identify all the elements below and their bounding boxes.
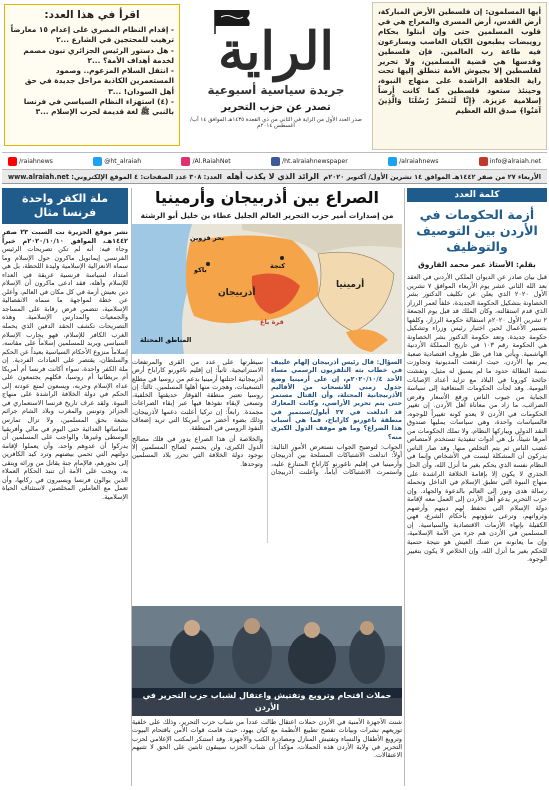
social-label: /ht.alraiahnewspaper xyxy=(282,157,348,165)
contents-list xyxy=(10,25,174,118)
contents-item[interactable]: - إقدام النظام المصري على إعدام ١٥ معارضاً ترهيب للمحتجين في الشارع ...٢ xyxy=(10,25,174,46)
newspaper-page xyxy=(2,2,547,788)
main-story-subtitle: من إصدارات أمير حزب التحرير العالم الجليل عطاء بن خليل أبو الرشتة xyxy=(140,211,394,220)
social-strip xyxy=(2,152,547,170)
editorial-body: قبل بيان صادر عن الديوان الملكي الأردني في العقد بعد الله الثاني عشر يوم الأربعاء الموافق ٧ تشرين الأول ٢٠٢٠ الذي يعلن عن تكليف الدكتور بشر الخصاونة بتشكيل الحكومة الجديدة، خلفاً لعمر الرزاز الذي قدم استقالته، وكان الملك قد قبل يوم الجمعة ٢ تشرين الأول ٢٠٢٠م استقالة حكومة الرزاز، وكلفها بتسيير الأعمال لحين اختيار رئيس وزراء وتشكيل حكومة جديدة. وتعد حكومة الدكتور بشر الخصاونة هي الحكومة رقم ١٠٣ في تاريخ المملكة الأردنية الهاشمية. ويأتي هذا في ظل ظروف اقتصادية صعبة يمر بها الأردن، حيث ارتفعت المديونية وتجاوزت نسبة البطالة حدود ما لم يسبق له مثيل، وتفشت جائحة كورونا في البلاد مع تزايد أعداد الإصابات اليومية. وقد لجأت الحكومات المتعاقبة إلى سياسة الجباية من جيوب الناس ورفع الأسعار وفرض الضرائب، ما زاد من معاناة أهل الأردن. إن تغيير الحكومات في الأردن لا يعدو كونه تغييراً للوجوه، فالسياسات واحدة، وهي سياسات يمليها صندوق النقد الدولي ويباركها النظام، ولا تملك الحكومات من أمرها شيئاً، بل هي أدوات تنفيذية تستخدم لامتصاص غضب الناس ثم يتم التخلص منها. وقد صار الناس يدركون أن المشكلة ليست في الأشخاص وإنما في النظام نفسه الذي يحكم بغير ما أنزل الله، وأن الحل الجذري لا يكون إلا بإقامة الخلافة الراشدة على منهاج النبوة التي تطبق الإسلام في الداخل وتحمله رسالة هدى ونور إلى العالم بالدعوة والجهاد. وإن حزب التحرير يدعو أهل الأردن إلى العمل معه لإقامة دولة الإسلام التي تحفظ لهم دينهم وأرضهم وثرواتهم، وترعى شؤونهم بأحكام الشرع، فهي الكفيلة بإنهاء الأزمات الاقتصادية والسياسية. إن المسلمين في الأردن هم جزء من الأمة الإسلامية، وإن ما يعانونه من ضنك العيش هو نتيجة حتمية للحكم بغير ما أنزل الله، وإن الخلاص لا يكون بتغيير الوجوه. xyxy=(407,273,547,564)
social-instagram[interactable] xyxy=(181,157,230,166)
editorial-author: بقلم: الأستاذ عمر محمد الفاروق xyxy=(418,260,536,269)
issue-bar xyxy=(2,170,547,184)
issue-date: الأربعاء ٢٧ من صفر ١٤٤٢هـ الموافق ١٤ تشرين الأول/ أكتوبر ٢٠٢٠م xyxy=(323,172,541,181)
social-label: info@alraiah.net xyxy=(489,157,541,165)
twitter-icon xyxy=(388,157,397,166)
social-facebook[interactable] xyxy=(271,157,348,166)
contents-box xyxy=(4,4,180,146)
motto: الرائد الذي لا يكذب أهله xyxy=(226,172,319,181)
column-divider xyxy=(404,188,405,786)
contents-item[interactable]: - انتقل السلام المزعوم.. وصمود المستعمرين الكاذبة مراحل جديدة في حق أهل السودان! ...٣ xyxy=(10,66,174,97)
side-article-text: وجاء فيه: أنه لم تكن تصريحات الرئيس الفرنسي إيمانويل ماكرون حول الإسلام وما سماه الانعزالية الإسلامية وليدة اللحظة، بل هي امتداد لسياسة فرنسية عريقة في العداء للإسلام وأهله، فقد ادعى ماكرون أن الإسلام دين يعيش أزمة في كل مكان في العالم، وأعلن عن خطة لمواجهة ما سماه الانفصالية الإسلامية، تتضمن فرض رقابة على المساجد والجمعيات والمدارس الإسلامية. وهذه التصريحات تكشف الحقد الدفين الذي يحمله الغرب الكافر للإسلام، فهو يحارب الإسلام السياسي ويريد للمسلمين إسلاماً على مقاسه، إسلاماً منزوع الأحكام السياسية بعيداً عن الحكم والسلطان، يقتصر على العبادات الفردية. إن ملة الكفر واحدة، سواء أكانت فرنسا أم أمريكا أم بريطانيا أم روسيا، فكلهم يجتمعون على عداء الإسلام وحربه، ويسعون لمنع عودته إلى الحكم في دولة الخلافة الراشدة على منهاج النبوة. ولقد عرف تاريخ فرنسا الاستعماري في الجزائر وتونس والمغرب وبلاد الشام جرائم بشعة بحق المسلمين، ولا تزال تمارس سياساتها العدائية حتى اليوم في مالي وأفريقيا الوسطى وغيرها. والواجب على المسلمين أن يدركوا أن عدوهم واحد، وأن يعملوا لإقامة دولتهم التي تحمي بيضتهم وترد كيد الكافرين إلى نحورهم، فالإمام جنة يقاتل من ورائه ويتقى به. ويجب على الأمة أن تنبذ الحكام العملاء الذين يوالون فرنسا ويسيرون في ركابها، وأن تعمل مع العاملين المخلصين لاستئناف الحياة الإسلامية. xyxy=(2,245,128,501)
logo[interactable] xyxy=(185,4,367,130)
contents-item[interactable]: - (٤) استهزاء النظام السياسي في فرنسا بالنبي ﷺ لغة قديمة لحرب الإسلام ...٣ xyxy=(10,97,174,118)
logo-title: الراية xyxy=(218,21,334,82)
twitter-icon xyxy=(93,157,102,166)
youtube-icon xyxy=(8,157,17,166)
map-label-ganja: كنجة xyxy=(270,262,286,270)
first-issue-line: صدر العدد الأول من الراية في الثاني من ذي القعدة ١٤٣٥هـ الموافق ١٤ آب/أغسطس ٢٠١٤م xyxy=(190,117,362,129)
bottom-story-body xyxy=(132,718,402,788)
main-story xyxy=(132,188,402,788)
map-label-baku: باكو xyxy=(194,266,207,274)
map-label-karabakh: قرة باغ xyxy=(260,318,284,326)
social-twitter[interactable] xyxy=(388,157,438,166)
map-legend: المناطق المحتلة xyxy=(140,336,192,344)
social-twitter-2[interactable] xyxy=(93,157,141,166)
side-article xyxy=(2,188,128,788)
editorial-label: كلمة العدد xyxy=(407,188,547,202)
main-story-paragraph: الجواب: لتوضيح الجواب نستعرض الأمور التالية: أولاً: اندلعت الاشتباكات المسلحة بين أذربيجان وأرمينيا في إقليم ناغورنو كاراباخ المتنازع عليه، واستمرت الاشتباكات أياماً، وأعلنت أذربيجان سيطرتها على عدد من القرى والمرتفعات الاستراتيجية. ثانياً: إن إقليم ناغورنو كاراباخ أرض أذربيجانية احتلتها أرمينيا بدعم من روسيا في مطلع التسعينات، وهجرت منها أهلها المسلمين. ثالثاً: إن روسيا تعتبر منطقة القوقاز حديقتها الخلفية، وتسعى لإبقاء نفوذها فيها عبر إبقاء الصراعات مجمدة. رابعاً: إن تركيا أعلنت دعمها لأذربيجان، وذلك بضوء أخضر من أمريكا التي تريد إضعاف النفوذ الروسي في المنطقة. xyxy=(132,358,402,476)
bottom-story-title[interactable]: حملات اقتحام وترويع وتفتيش واعتقال لشباب حزب التحرير في الأردن xyxy=(132,688,402,716)
issue-number: العدد: ٣٠٨ عدد الصفحات: ٤ الموقع الإلكتروني: www.alraiah.net xyxy=(8,172,222,181)
region-map xyxy=(132,224,402,354)
contents-title: اقرأ في هذا العدد: xyxy=(44,9,140,21)
email-icon xyxy=(479,157,488,166)
side-article-body xyxy=(2,228,128,776)
main-story-paragraph: والخلاصة أن هذا الصراع يدور في فلك مصالح الدول الكبرى، ولن يحسم لصالح المسلمين إلا بوجود دولة الخلافة التي تحرر بلاد المسلمين وتوحدها. xyxy=(132,434,263,468)
editorial-title[interactable]: أزمة الحكومات في الأردن بين التوصيف والتوظيف xyxy=(416,207,538,254)
social-label: /alraiahnews xyxy=(399,157,439,165)
contents-item[interactable]: - هل دستور الرئيس الجزائري تبون مصمم لخدمة أهداف الأمة؟ ...٢ xyxy=(10,46,174,67)
publisher-line: تصدر عن حزب التحرير xyxy=(221,102,331,113)
masthead xyxy=(2,2,547,152)
social-label: /Al.RaiahNet xyxy=(192,157,231,165)
social-youtube[interactable] xyxy=(8,157,53,166)
photo-graphic xyxy=(132,606,402,698)
editorial-column xyxy=(407,188,547,788)
logo-subtitle: جريدة سياسية أسبوعية xyxy=(207,83,345,97)
main-story-body xyxy=(132,358,402,543)
main-story-paragraph: السؤال: قال رئيس أذربيجان إلهام علييف في خطاب بثه التلفزيون الرسمي مساء الأحد ٢٠٢٠/١٠/٤م، إن على أرمينيا وضع جدول زمني للانسحاب من الأقاليم الأذربيجانية المحتلة، وأن القتال مستمر حتى يتم تحرير الأراضي، وكانت المعارك قد اندلعت في ٢٧ أيلول/سبتمبر في منطقة ناغورنو كاراباخ، فما هي أسباب هذا الصراع؟ وما هو موقف الدول الكبرى منه؟ xyxy=(271,358,402,441)
instagram-icon xyxy=(181,157,190,166)
bottom-story xyxy=(132,606,402,788)
side-article-lead: نشر موقع الجزيرة نت السبت ٢٣ صفر ١٤٤٢هـ، الموافق ٢٠٢٠/١٠/١٠م خبراً xyxy=(2,228,128,245)
news-photo xyxy=(132,606,402,698)
intro-box xyxy=(372,2,547,150)
social-email[interactable] xyxy=(479,157,541,166)
facebook-icon xyxy=(271,157,280,166)
social-label: /raiahnews xyxy=(19,157,53,165)
bottom-story-paragraph: شنت الأجهزة الأمنية في الأردن حملات اعتقال طالت عدداً من شباب حزب التحرير، وذلك على خلفية توزيعهم نشرات وبيانات تفضح تطبيع الأنظمة مع كيان يهود، حيث قامت قوات الأمن باقتحام البيوت وترويع الأطفال والنساء وتفتيش المنازل ومصادرة الكتب والأجهزة. وقد استنكر المكتب الإعلامي لحزب التحرير في ولاية الأردن هذه الحملات، مؤكداً أن شباب الحزب سيبقون ثابتين على الحق لا تثنيهم الاعتقالات. xyxy=(132,718,402,760)
side-article-header[interactable] xyxy=(2,188,128,224)
side-article-subtitle: فرنسا مثال xyxy=(33,206,97,219)
side-article-title: ملة الكفر واحدة xyxy=(21,192,109,205)
map-label-azerbaijan: أذربيجان xyxy=(218,288,256,298)
map-label-caspian: بحر قزوين xyxy=(190,234,225,242)
column-divider xyxy=(131,188,132,786)
main-story-title[interactable]: الصراع بين أذربيجان وأرمينيا xyxy=(154,188,380,207)
map-label-armenia: أرمينيا xyxy=(336,280,365,290)
social-label: @ht_alraiah xyxy=(104,157,142,165)
intro-text: أيها المسلمون: إن فلسطين الأرض المباركة، أرض القدس، أرض المسرى والمعراج هي في قلوب المسلمين حتى وإن أبتلوا بحكام رويبضات يطبعون الكيان الغاصب ويسارعون فيه طاعة رب العالمين. فإن فلسطين وقدسها هي قضية المسلمين، ولا تحرير لفلسطين إلا بجيوش الأمة تنطلق إليها تحت راية الخلافة الراشدة على منهاج النبوة، وحينئذ ستعود فلسطين كما كانت أرضاً إسلامية عزيزة. ﴿إِنَّا لَنَنصُرُ رُسُلَنَا وَالَّذِينَ آمَنُوا﴾ صدق الله العظيم xyxy=(378,7,541,116)
